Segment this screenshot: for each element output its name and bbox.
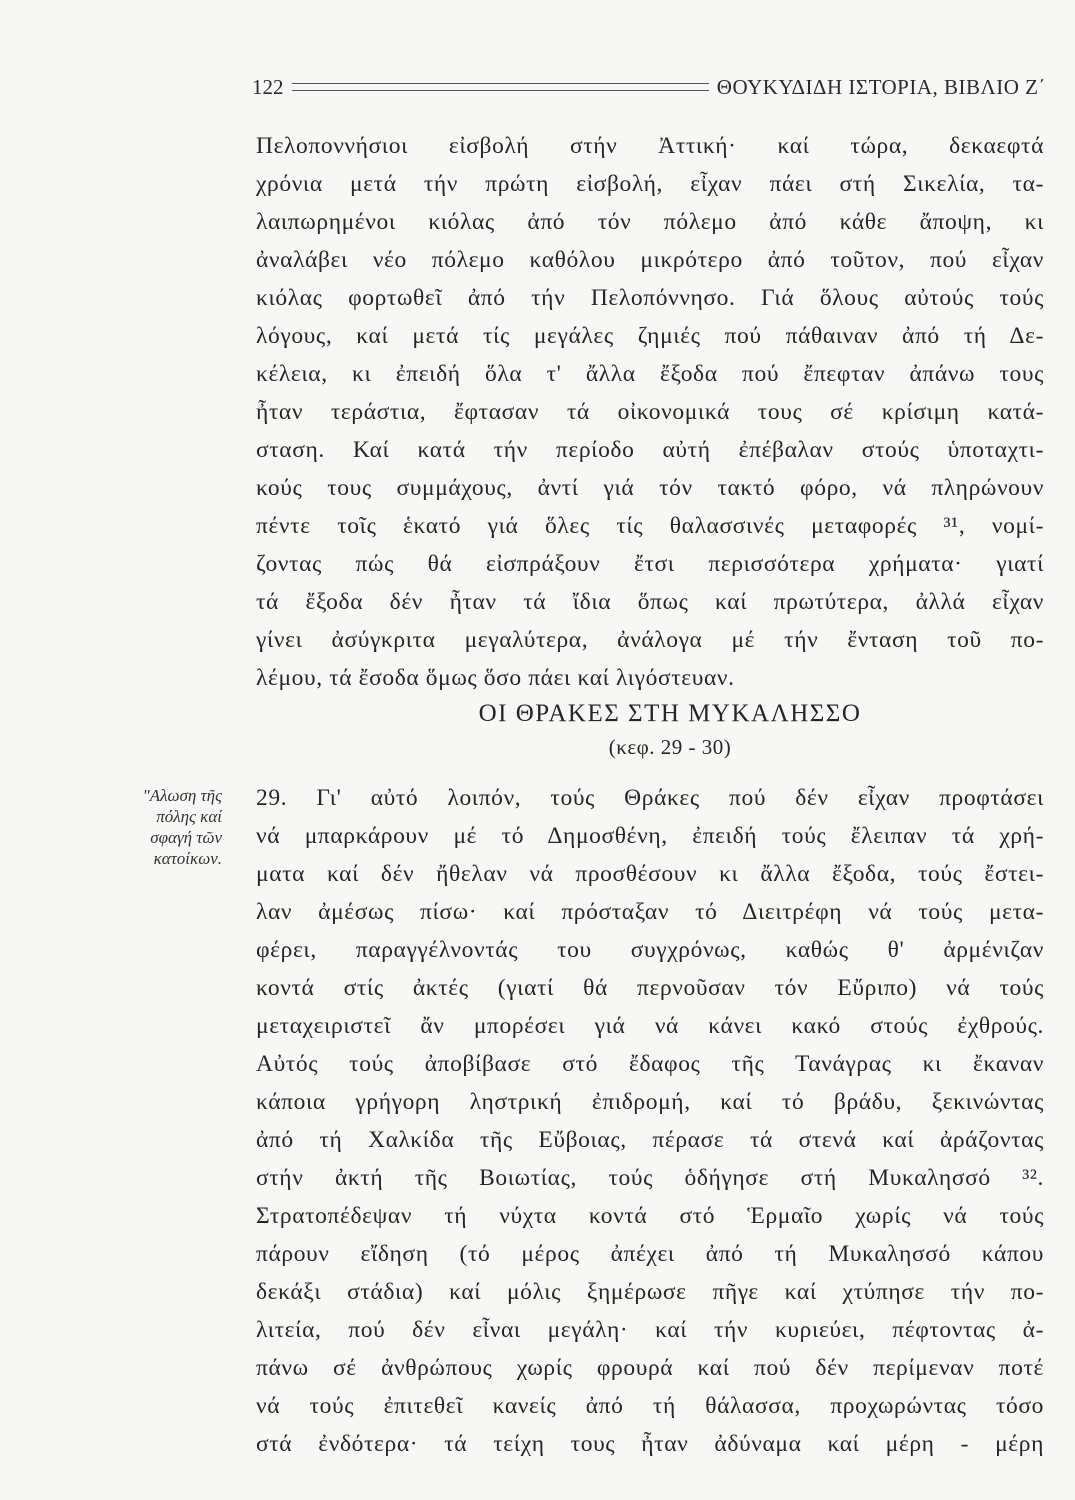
text-line: δεκάξι στάδια) καί μόλις ξημέρωσε πῆγε καί χτύπησε τήν πο-	[256, 1279, 1044, 1305]
text-line: ἀπό τή Χαλκίδα τῆς Εὔβοιας, πέρασε τά στενά καί ἀράζοντας	[256, 1127, 1044, 1153]
text-line: στά ἐνδότερα· τά τείχη τους ἦταν ἀδύναμα καί μέρη - μέρη	[256, 1431, 1044, 1457]
text-line: λιτεία, πού δέν εἶναι μεγάλη· καί τήν κυριεύει, πέφτοντας ἀ-	[256, 1317, 1044, 1343]
text-line: ζοντας πώς θά εἰσπράξουν ἔτσι περισσότερα χρήματα· γιατί	[256, 551, 1044, 577]
text-line: λόγους, καί μετά τίς μεγάλες ζημιές πού πάθαιναν ἀπό τή Δε-	[256, 323, 1044, 349]
text-line: Στρατοπέδεψαν τή νύχτα κοντά στό Ἑρμαῖο χωρίς νά τούς	[256, 1203, 1044, 1229]
margin-note-line: σφαγή τῶν	[150, 828, 222, 847]
text-line: κιόλας φορτωθεῖ ἀπό τήν Πελοπόννησο. Γιά ὅλους αὐτούς τούς	[256, 285, 1044, 311]
margin-note-line: "Αλωση τῆς	[142, 786, 222, 805]
margin-note	[70, 785, 222, 869]
text-line: κοντά στίς ἀκτές (γιατί θά περνοῦσαν τόν Εὔριπο) νά τούς	[256, 975, 1044, 1001]
text-line: πάνω σέ ἀνθρώπους χωρίς φρουρά καί πού δέν περίμεναν ποτέ	[256, 1355, 1044, 1381]
running-title: ΘΟΥΚΥΔΙΔΗ ΙΣΤΟΡΙΑ, ΒΙΒΛΙΟ Ζ΄	[716, 74, 1046, 99]
page-number: 122	[252, 74, 284, 99]
text-line: τά ἔξοδα δέν ἦταν τά ἴδια ὅπως καί πρωτύτερα, ἀλλά εἶχαν	[256, 589, 1044, 615]
paragraph-continuation	[256, 127, 1044, 697]
section-chapter-range: (κεφ. 29 - 30)	[608, 735, 732, 759]
running-header	[252, 72, 1046, 102]
text-line: κάποια γρήγορη ληστρική ἐπιδρομή, καί τό βράδυ, ξεκινώντας	[256, 1089, 1044, 1115]
text-line: λαν ἀμέσως πίσω· καί πρόσταξαν τό Διειτρέφη νά τούς μετα-	[256, 899, 1044, 925]
section-title: ΟΙ ΘΡΑΚΕΣ ΣΤΗ ΜΥΚΑΛΗΣΣΟ	[478, 700, 862, 727]
text-line: ἦταν τεράστια, ἔφτασαν τά οἰκονομικά τους σέ κρίσιμη κατά-	[256, 399, 1044, 425]
text-line: φέρει, παραγγέλνοντάς του συγχρόνως, καθώς θ' ἀρμένιζαν	[256, 937, 1044, 963]
header-rule	[292, 83, 709, 91]
text-line: στήν ἀκτή τῆς Βοιωτίας, τούς ὁδήγησε στή Μυκαλησσό ³².	[256, 1165, 1044, 1191]
text-line: Πελοποννήσιοι εἰσβολή στήν Ἀττική· καί τώρα, δεκαεφτά	[256, 133, 1044, 159]
text-line: κέλεια, κι ἐπειδή ὅλα τ' ἄλλα ἔξοδα πού ἔπεφταν ἀπάνω τους	[256, 361, 1044, 387]
text-line: νά τούς ἐπιτεθεῖ κανείς ἀπό τή θάλασσα, προχωρώντας τόσο	[256, 1393, 1044, 1419]
text-line: σταση. Καί κατά τήν περίοδο αὐτή ἐπέβαλαν στούς ὑποταχτι-	[256, 437, 1044, 463]
text-line: ματα καί δέν ἤθελαν νά προσθέσουν κι ἄλλα ἔξοδα, τούς ἔστει-	[256, 861, 1044, 887]
text-line: λαιπωρημένοι κιόλας ἀπό τόν πόλεμο ἀπό κάθε ἄποψη, κι	[256, 209, 1044, 235]
text-line: κούς τους συμμάχους, ἀντί γιά τόν τακτό φόρο, νά πληρώνουν	[256, 475, 1044, 501]
text-line: 29. Γι' αὐτό λοιπόν, τούς Θράκες πού δέν εἶχαν προφτάσει	[256, 785, 1044, 811]
text-line: ἀναλάβει νέο πόλεμο καθόλου μικρότερο ἀπό τοῦτον, πού εἶχαν	[256, 247, 1044, 273]
text-line: γίνει ἀσύγκριτα μεγαλύτερα, ἀνάλογα μέ τήν ἔνταση τοῦ πο-	[256, 627, 1044, 653]
text-line: πάρουν εἴδηση (τό μέρος ἀπέχει ἀπό τή Μυκαλησσό κάπου	[256, 1241, 1044, 1267]
text-line: νά μπαρκάρουν μέ τό Δημοσθένη, ἐπειδή τούς ἔλειπαν τά χρή-	[256, 823, 1044, 849]
text-line: Αὐτός τούς ἀποβίβασε στό ἔδαφος τῆς Τανάγρας κι ἔκαναν	[256, 1051, 1044, 1077]
margin-note-line: κατοίκων.	[153, 849, 222, 868]
text-line: πέντε τοῖς ἑκατό γιά ὅλες τίς θαλασσινές μεταφορές ³¹, νομί-	[256, 513, 1044, 539]
text-line: μεταχειριστεῖ ἄν μπορέσει γιά νά κάνει κακό στούς ἐχθρούς.	[256, 1013, 1044, 1039]
margin-note-line: πόλης καί	[156, 807, 222, 826]
text-line: λέμου, τά ἔσοδα ὅμως ὅσο πάει καί λιγόστευαν.	[256, 665, 735, 691]
section-heading	[256, 696, 1044, 762]
text-line: χρόνια μετά τήν πρώτη εἰσβολή, εἶχαν πάει στή Σικελία, τα-	[256, 171, 1044, 197]
paragraph-29	[256, 779, 1044, 1463]
